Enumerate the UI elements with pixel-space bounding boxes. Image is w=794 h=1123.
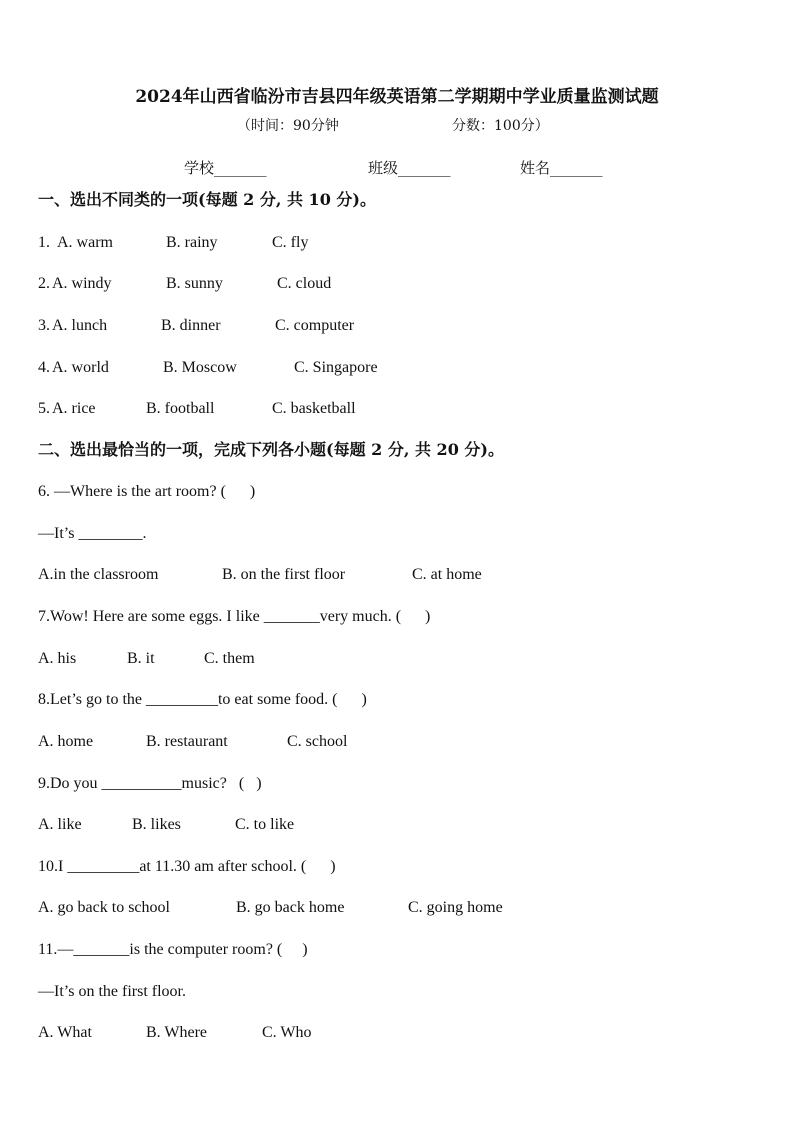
question-stem: 7.Wow! Here are some eggs. I like _______very much. ( ) — [38, 608, 431, 625]
option-c: C. at home — [412, 566, 482, 583]
option-b: B. it — [127, 650, 155, 667]
option-b: B. football — [146, 400, 215, 417]
name-field: 姓名_______ — [520, 159, 603, 177]
exam-score: 分数：100分） — [452, 118, 549, 134]
exam-time: （时间：90分钟 — [237, 118, 339, 134]
question-stem: 10.I _________at 11.30 am after school. ( ) — [38, 858, 336, 875]
option-c: C. going home — [408, 899, 503, 916]
question-stem: 9.Do you __________music? ( ) — [38, 775, 262, 792]
option-c: C. to like — [235, 816, 295, 833]
question-stem: 11.—_______is the computer room? ( ) — [38, 941, 308, 958]
page-title: 2024年山西省临汾市吉县四年级英语第二学期期中学业质量监测试题 — [135, 87, 659, 107]
option-b: B. likes — [132, 816, 181, 833]
question-stem: 8.Let’s go to the _________to eat some food. ( ) — [38, 691, 367, 708]
option-b: B. go back home — [236, 899, 345, 916]
option-a: A. lunch — [52, 317, 108, 334]
question-number: 3. — [38, 317, 50, 334]
option-b: B. rainy — [166, 234, 218, 251]
option-a: A. What — [38, 1024, 92, 1041]
option-a: A. his — [38, 650, 77, 667]
option-b: B. on the first floor — [222, 566, 346, 583]
school-field: 学校_______ — [184, 159, 267, 177]
option-b: B. Moscow — [163, 359, 237, 376]
option-c: C. Singapore — [294, 359, 378, 376]
option-c: C. computer — [275, 317, 355, 334]
option-a: A. like — [38, 816, 82, 833]
class-field: 班级_______ — [368, 159, 451, 177]
option-b: B. restaurant — [146, 733, 228, 750]
option-c: C. basketball — [272, 400, 356, 417]
section2-heading: 二、选出最恰当的一项，完成下列各小题(每题 2 分, 共 20 分)。 — [38, 440, 504, 459]
option-a: A. go back to school — [38, 899, 170, 916]
option-b: B. dinner — [161, 317, 221, 334]
question-number: 4. — [38, 359, 50, 376]
option-b: B. sunny — [166, 275, 223, 292]
option-a: A.in the classroom — [38, 566, 159, 583]
question-stem: 6. —Where is the art room? ( ) — [38, 483, 256, 500]
question-answer-line: —It’s on the first floor. — [38, 983, 186, 1000]
option-b: B. Where — [146, 1024, 208, 1041]
question-number: 1. — [38, 234, 54, 251]
option-a: A. warm — [57, 234, 113, 251]
option-a: A. world — [52, 359, 109, 376]
option-c: C. cloud — [277, 275, 332, 292]
option-a: A. windy — [52, 275, 112, 292]
option-c: C. fly — [272, 234, 309, 251]
option-c: C. Who — [262, 1024, 312, 1041]
section1-heading: 一、选出不同类的一项(每题 2 分, 共 10 分)。 — [38, 190, 376, 209]
option-c: C. school — [287, 733, 348, 750]
option-a: A. home — [38, 733, 94, 750]
option-a: A. rice — [52, 400, 96, 417]
option-c: C. them — [204, 650, 255, 667]
question-answer-line: —It’s ________. — [38, 525, 147, 542]
question-number: 5. — [38, 400, 50, 417]
question-number: 2. — [38, 275, 50, 292]
